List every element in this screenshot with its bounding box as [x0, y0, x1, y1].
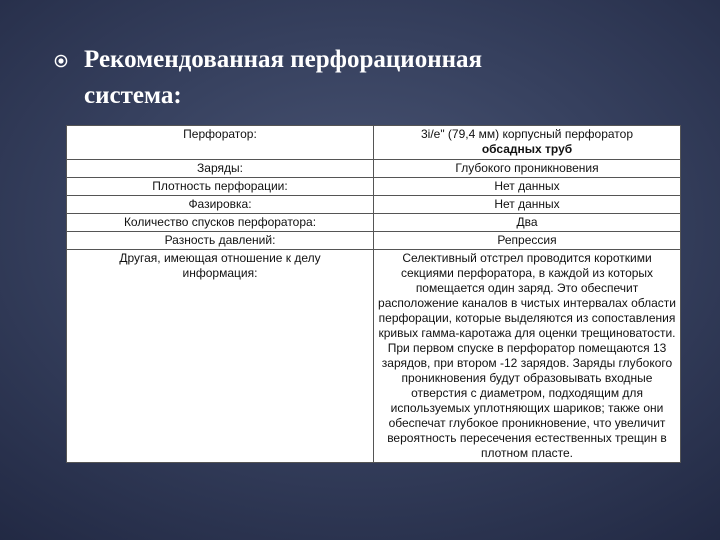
perforation-system-table [66, 125, 681, 463]
row-label: Количество спусков перфоратора: [67, 214, 374, 232]
row-label [67, 250, 374, 463]
row-value-subtext: обсадных труб [481, 142, 573, 156]
slide-title: Рекомендованная перфорационная система: [84, 46, 483, 109]
row-label: Перфоратор: [67, 126, 374, 160]
row-label: Заряды: [67, 160, 374, 178]
row-value [374, 126, 681, 160]
row-label-text: Другая, имеющая отношение к делу информация: [119, 251, 321, 280]
table-row [67, 214, 681, 232]
row-label: Фазировка: [67, 196, 374, 214]
table-row [67, 160, 681, 178]
table-row [67, 126, 681, 160]
row-value: Селективный отстрел проводится короткими секциями перфоратора, в каждой из которых помещается один заряд. Это обеспечит расположение каналов в чистых интервалах области перфорации, которые выделяются из сопоставления кривых гамма-каротажа для оценки трещиноватости. При первом спуске в перфоратор помещаются 13 зарядов, при втором -12 зарядов. Заряды глубокого проникновения будут образовывать входные отверстия с диаметром, подходящим для используемых уплотняющих шариков; также они обеспечат глубокое проникновение, что увеличит вероятность пересечения естественных трещин в плотном пласте. [374, 250, 681, 463]
row-value-text: 3i/e" (79,4 мм) корпусный перфоратор [420, 127, 634, 141]
row-value: Два [374, 214, 681, 232]
table-row [67, 232, 681, 250]
row-value: Нет данных [374, 178, 681, 196]
circled-dot-bullet-icon [54, 54, 68, 68]
row-label: Плотность перфорации: [67, 178, 374, 196]
row-value: Репрессия [374, 232, 681, 250]
row-label: Разность давлений: [67, 232, 374, 250]
row-value: Нет данных [374, 196, 681, 214]
table-row [67, 250, 681, 463]
table-row [67, 196, 681, 214]
table-row [67, 178, 681, 196]
row-value: Глубокого проникновения [374, 160, 681, 178]
